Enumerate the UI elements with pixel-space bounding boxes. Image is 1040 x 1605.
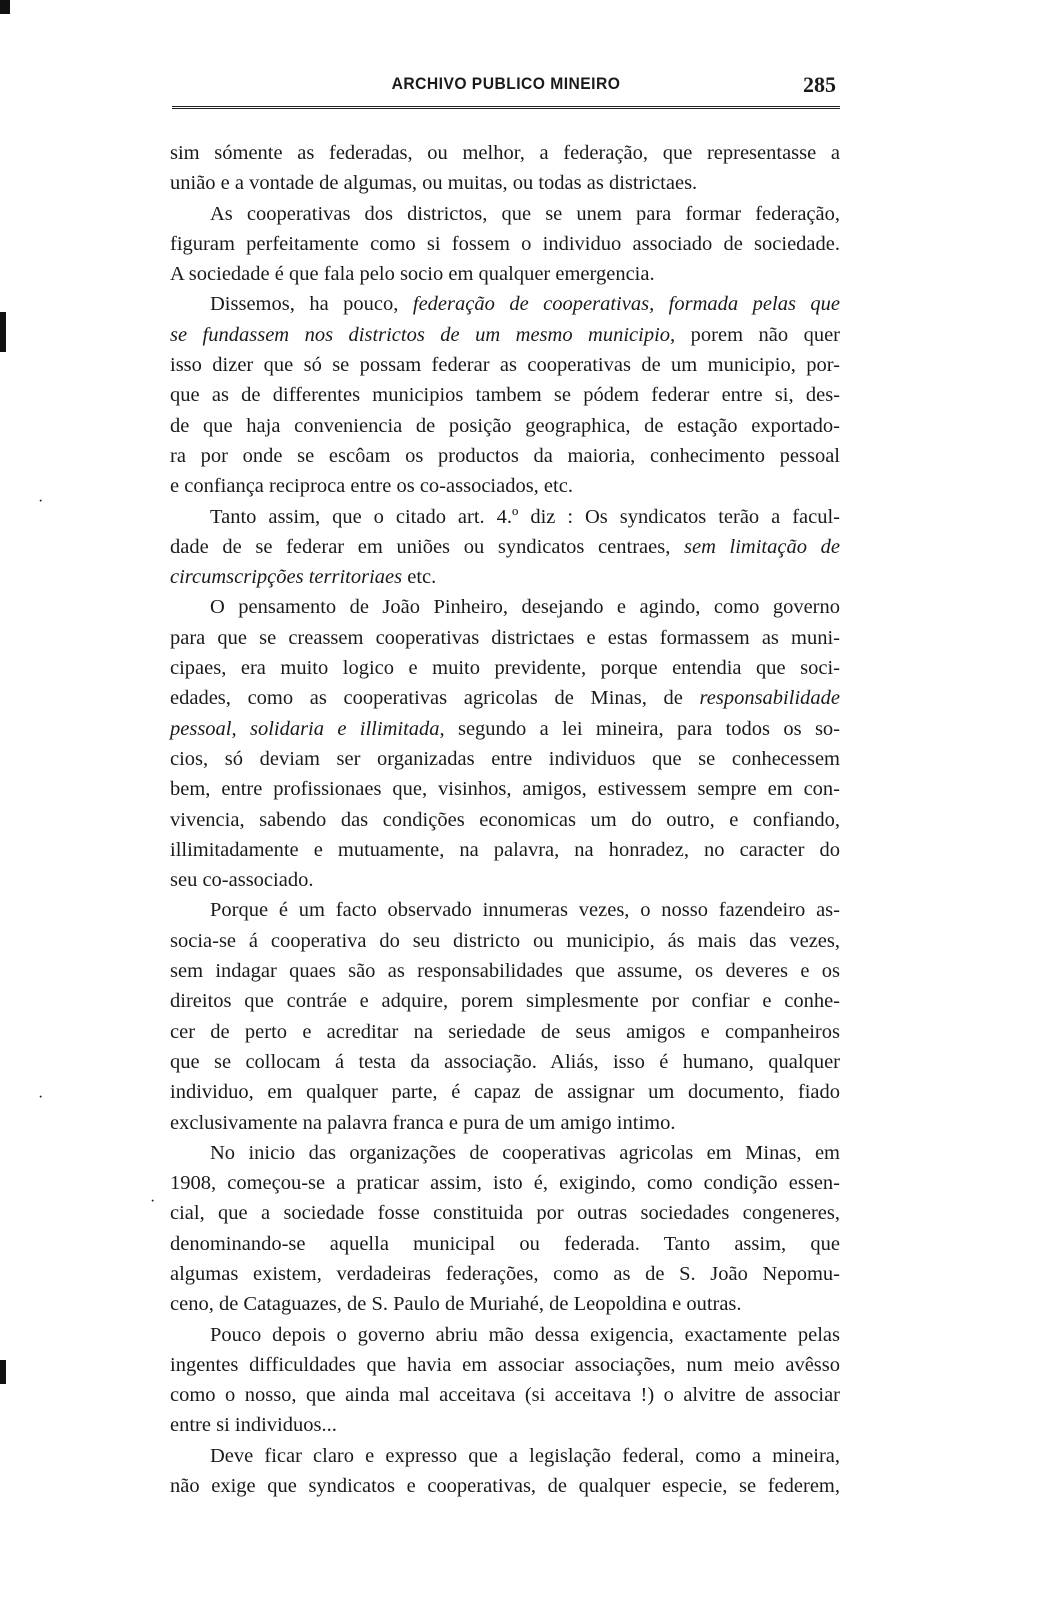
text-line: que as de differentes municipios tambem se pódem federar entre si, des- (170, 384, 840, 407)
text-line: de que haja conveniencia de posição geographica, de estação exportado- (170, 414, 840, 437)
text-run: etc. (407, 566, 437, 589)
text-line: As cooperativas dos districtos, que se unem para formar federação, (210, 202, 840, 225)
text-run: edades, como as cooperativas agricolas de Minas, de (170, 687, 683, 710)
text-line: sem indagar quaes são as responsabilidades que assume, os deveres e os (170, 960, 840, 983)
text-line: O pensamento de João Pinheiro, desejando e agindo, como governo (210, 596, 840, 619)
running-title: ARCHIVO PUBLICO MINEIRO (391, 74, 621, 93)
text-run: dade de se federar em uniões ou syndicatos centraes, (170, 535, 671, 558)
text-line: isso dizer que só se possam federar as cooperativas de um municipio, por- (170, 354, 840, 377)
margin-dot: · (150, 1193, 156, 1210)
italic-run: federação de cooperativas, formada pelas que (412, 293, 840, 316)
text-line: Porque é um facto observado innumeras vezes, o nosso fazendeiro as- (210, 899, 840, 922)
text-line: sim sómente as federadas, ou melhor, a federação, que representasse a (170, 142, 840, 164)
text-line: A sociedade é que fala pelo socio em qualquer emergencia. (170, 263, 655, 286)
text-run: porem não quer (690, 323, 840, 346)
text-line (170, 562, 840, 592)
text-line (170, 289, 840, 319)
scan-margin-bar (0, 1360, 6, 1384)
text-line: 1908, começou-se a praticar assim, isto é, exigindo, como condição essen- (170, 1172, 840, 1195)
text-line (170, 683, 840, 713)
text-line: figuram perfeitamente como si fossem o individuo associado de sociedade. (170, 232, 840, 255)
text-line: que se collocam á testa da associação. Aliás, isso é humano, qualquer (170, 1050, 840, 1073)
text-line: cipaes, era muito logico e muito previdente, porque entendia que soci- (170, 657, 840, 680)
text-line: Deve ficar claro e expresso que a legislação federal, como a mineira, (210, 1444, 840, 1467)
margin-dot: · (38, 1089, 44, 1106)
text-line (170, 532, 840, 562)
text-line: para que se creassem cooperativas districtaes e estas formassem as muni- (170, 626, 840, 649)
text-run: segundo a lei mineira, para todos os so- (457, 717, 840, 740)
running-head (172, 74, 840, 100)
text-line: Tanto assim, que o citado art. 4.º diz : Os syndicatos terão a facul- (210, 505, 840, 528)
header-rule (172, 106, 840, 109)
italic-run: pessoal, solidaria e illimitada, (170, 717, 445, 740)
text-line: seu co-associado. (170, 869, 314, 892)
text-line: cer de perto e acreditar na seriedade de seus amigos e companheiros (170, 1020, 840, 1043)
text-line: individuo, em qualquer parte, é capaz de assignar um documento, fiado (170, 1081, 840, 1104)
text-line: denominando-se aquella municipal ou federada. Tanto assim, que (170, 1232, 840, 1255)
text-line: Pouco depois o governo abriu mão dessa exigencia, exactamente pelas (210, 1323, 840, 1346)
margin-dot: · (38, 493, 44, 510)
scan-corner-mark (0, 0, 10, 14)
italic-run: sem limitação de (684, 535, 840, 558)
text-line: cial, que a sociedade fosse constituida por outras sociedades congeneres, (170, 1202, 840, 1225)
text-line: vivencia, sabendo das condições economicas um do outro, e confiando, (170, 808, 840, 831)
text-line: bem, entre profissionaes que, visinhos, amigos, estivessem sempre em con- (170, 778, 840, 801)
text-line: exclusivamente na palavra franca e pura de um amigo intimo. (170, 1111, 676, 1134)
text-run: Dissemos, ha pouco, (210, 293, 399, 316)
text-line: illimitadamente e mutuamente, na palavra, na honradez, no caracter do (170, 838, 840, 861)
italic-run: se fundassem nos districtos de um mesmo municipio, (170, 323, 676, 346)
text-line: como o nosso, que ainda mal acceitava (si acceitava !) o alvitre de associar (170, 1384, 840, 1407)
text-line: algumas existem, verdadeiras federações, como as de S. João Nepomu- (170, 1262, 840, 1285)
text-line: e confiança reciproca entre os co-associados, etc. (170, 475, 573, 498)
page-number: 285 (803, 72, 836, 97)
text-line (170, 714, 840, 744)
text-line: ceno, de Cataguazes, de S. Paulo de Muriahé, de Leopoldina e outras. (170, 1293, 742, 1316)
body-text (170, 138, 840, 1501)
text-line: não exige que syndicatos e cooperativas, de qualquer especie, se federem, (170, 1475, 840, 1498)
text-line: união e a vontade de algumas, ou muitas, ou todas as districtaes. (170, 172, 698, 195)
text-line: ingentes difficuldades que havia em associar associações, num meio avêsso (170, 1353, 840, 1376)
text-line: direitos que contráe e adquire, porem simplesmente por confiar e conhe- (170, 990, 840, 1013)
italic-run: circumscripções territoriaes (170, 566, 403, 589)
text-line: No inicio das organizações de cooperativas agricolas em Minas, em (210, 1141, 840, 1164)
text-line: ra por onde se escôam os productos da maioria, conhecimento pessoal (170, 444, 840, 467)
text-line (170, 320, 840, 350)
italic-run: responsabilidade (699, 687, 840, 710)
text-line: cios, só deviam ser organizadas entre individuos que se conhecessem (170, 747, 840, 770)
text-line: entre si individuos... (170, 1414, 337, 1437)
text-line: socia-se á cooperativa do seu districto ou municipio, ás mais das vezes, (170, 929, 840, 952)
scan-margin-bar (0, 312, 6, 352)
